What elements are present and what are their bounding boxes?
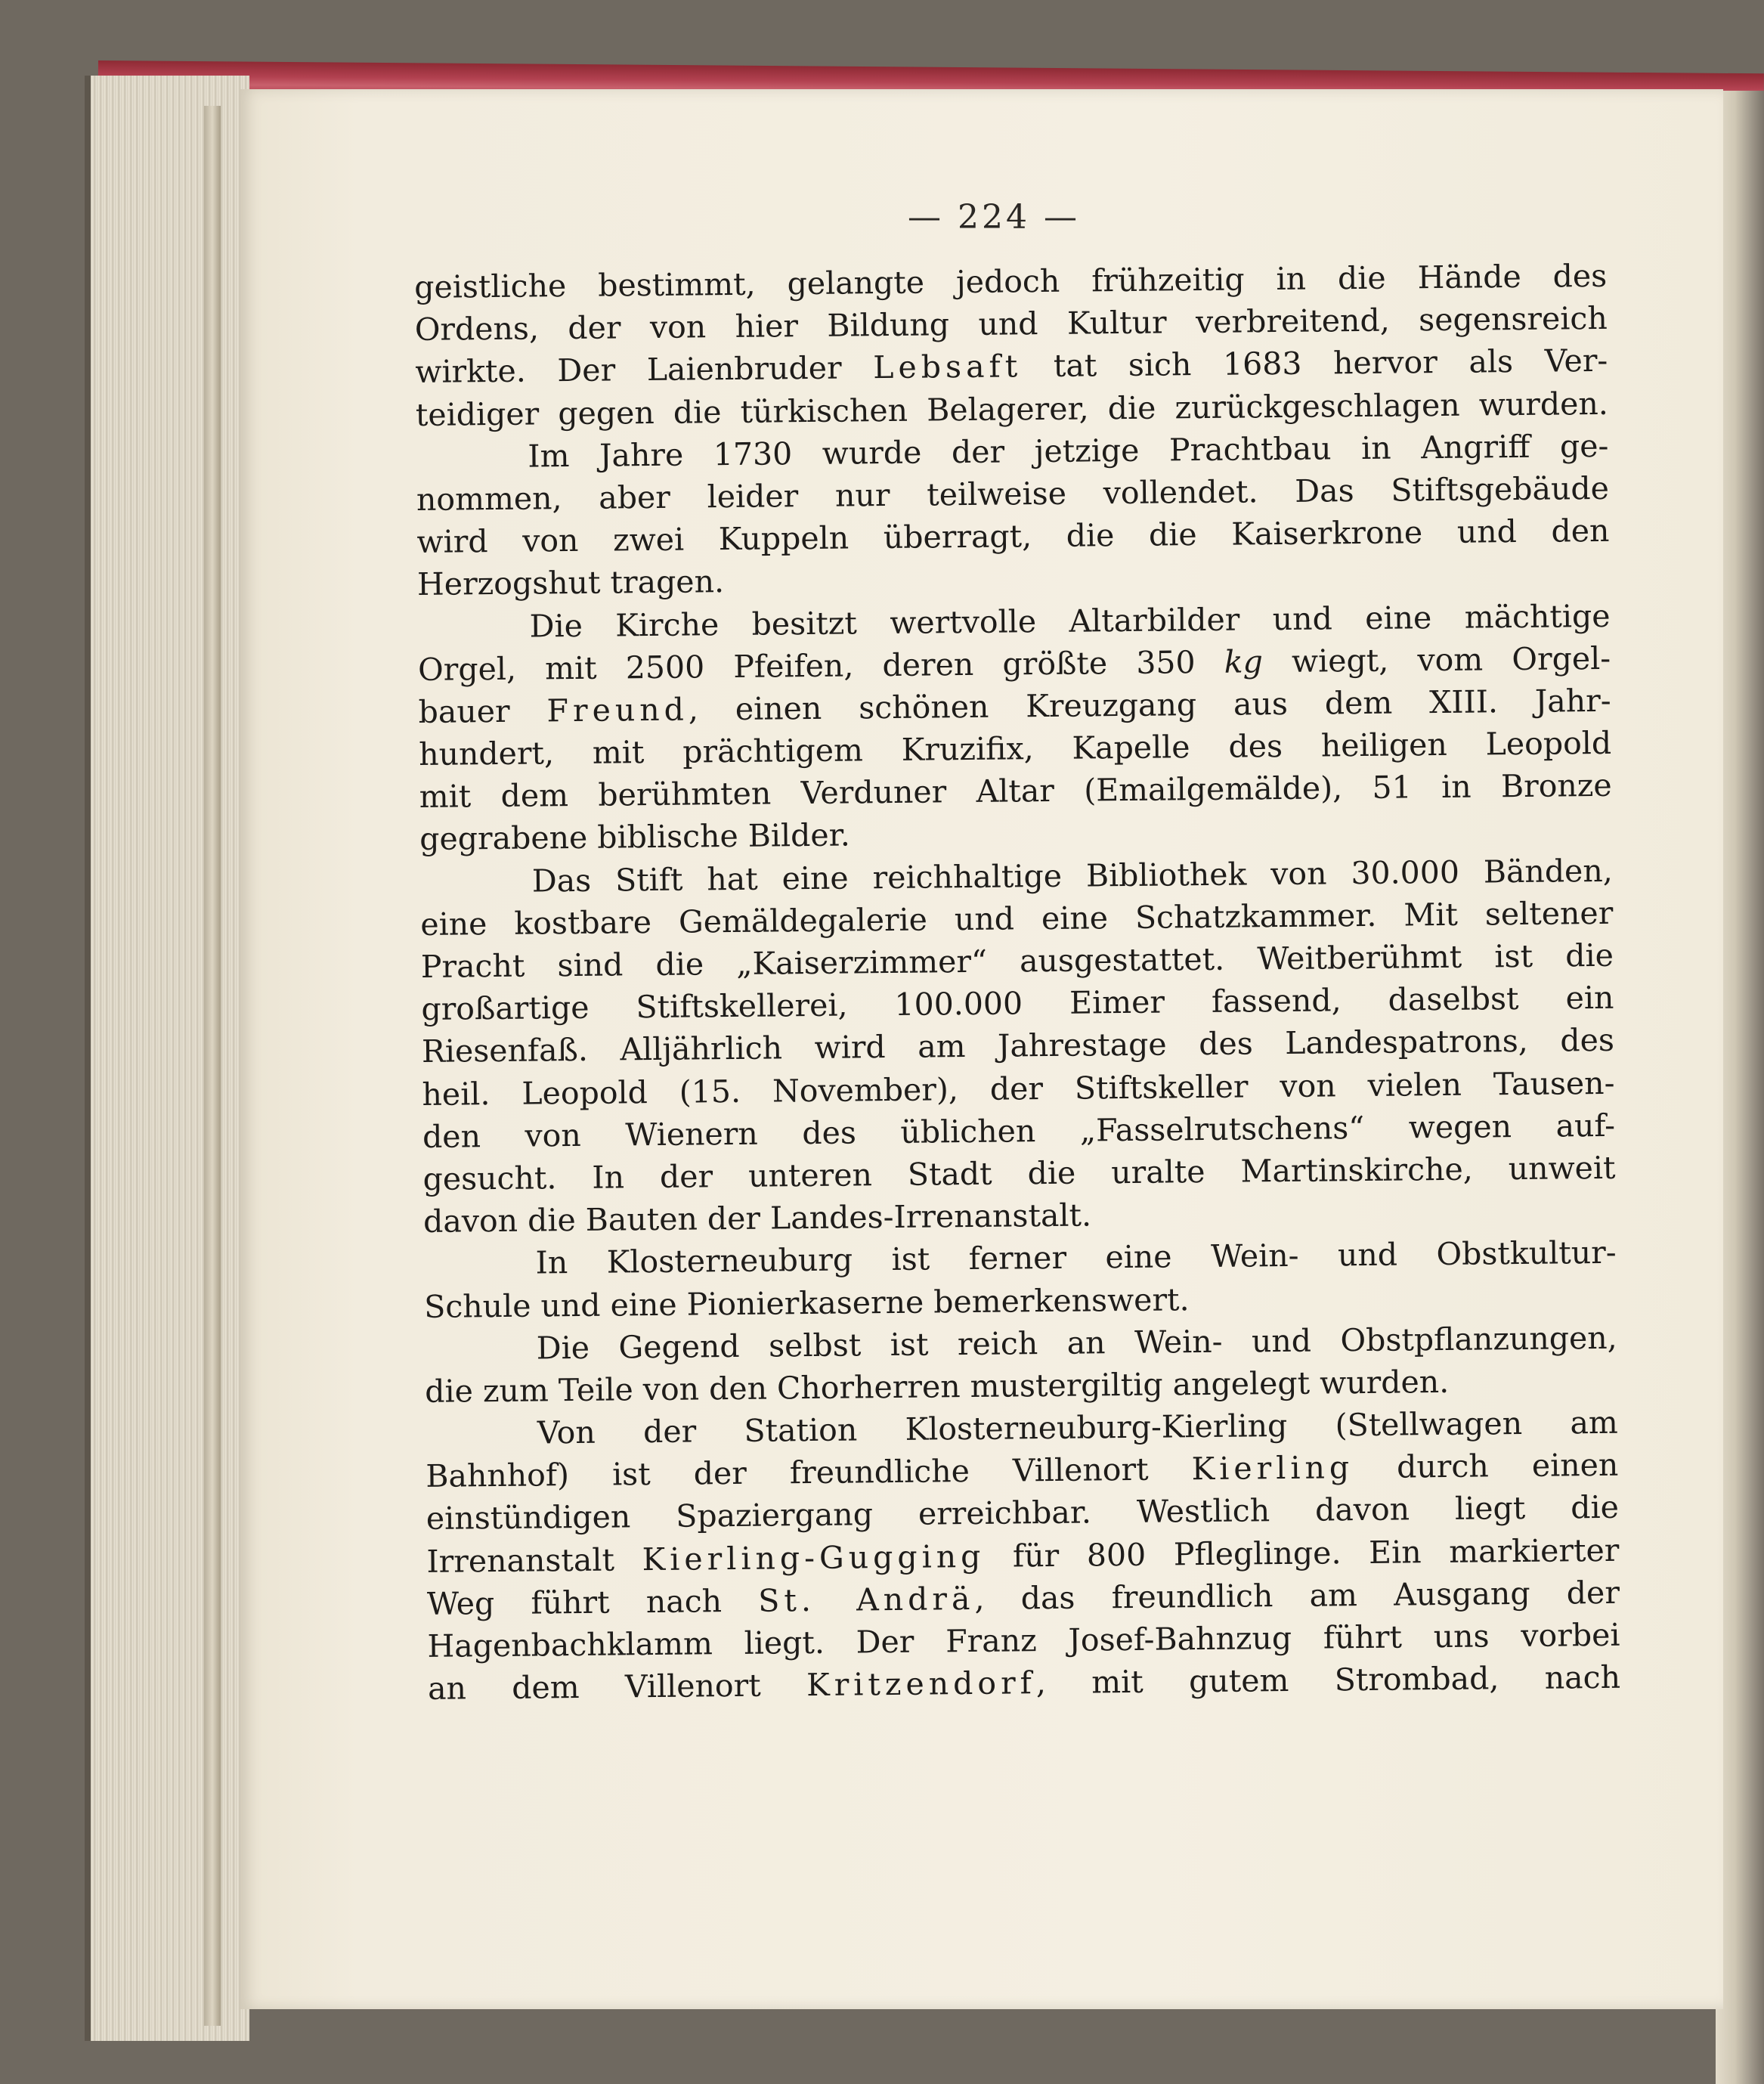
spaced-name: Kierling (1191, 1449, 1354, 1488)
text-line: nommen, aber leider nur teilweise vollendet. Das Stiftsgebäude (416, 469, 1610, 518)
text-segment: wiegt, vom Orgel- (1291, 639, 1611, 680)
page-stack-edges (85, 76, 249, 2041)
text-segment: Bahnhof) ist der freundliche Villenort (426, 1451, 1149, 1495)
page-stack-gap (204, 106, 221, 2026)
text-line: geistliche bestimmt, gelangte jedoch frühzeitig in die Hände des (414, 257, 1608, 305)
text-line: Ordens, der von hier Bildung und Kultur verbreitend, segensreich (414, 300, 1608, 348)
text-line: gesucht. In der unteren Stadt die uralte Martinskirche, unweit (422, 1149, 1616, 1197)
text-line: die zum Teile von den Chorherren mustergiltig angelegt wurden. (425, 1363, 1450, 1410)
text-segment: bauer (418, 692, 510, 730)
text-segment: wirkte. Der Laienbruder (415, 349, 842, 391)
text-line: Pracht sind die „Kaiserzimmer“ ausgestattet. Weitberühmt ist die (420, 937, 1614, 985)
text-segment: , das freundlich am Ausgang der (974, 1574, 1620, 1617)
text-line: Riesenfaß. Alljährlich wird am Jahrestage des Landespatrons, des (421, 1022, 1615, 1070)
text-segment: , mit gutem Strombad, nach (1035, 1658, 1621, 1702)
text-line: Herzogshut tragen. (416, 563, 725, 603)
text-segment: Irrenanstalt (426, 1541, 615, 1580)
text-line: Die Gegend selbst ist reich an Wein- und Obstpflanzungen, (536, 1319, 1617, 1367)
text-line: Von der Station Klosterneuburg-Kierling (Stellwagen am (537, 1404, 1618, 1451)
text-line: einstündigen Spaziergang erreichbar. Westlich davon liegt die (426, 1489, 1620, 1537)
text-line: wird von zwei Kuppeln überragt, die die Kaiserkrone und den (416, 512, 1610, 561)
text-line: hundert, mit prächtigem Kruzifix, Kapelle des heiligen Leopold (418, 724, 1612, 773)
text-line: den von Wienern des üblichen „Fasselrutschens“ wegen auf- (422, 1107, 1616, 1155)
text-segment: durch einen (1396, 1447, 1619, 1485)
text-segment: Weg führt nach (426, 1582, 723, 1622)
text-line: Die Kirche besitzt wertvolle Altarbilder und eine mächtige (529, 597, 1611, 645)
text-line: gegrabene biblische Bilder. (419, 816, 851, 858)
text-line: eine kostbare Gemäldegalerie und eine Schatzkammer. Mit seltener (420, 894, 1614, 943)
text-line: Schule und eine Pionierkaserne bemerkenswert. (423, 1280, 1190, 1325)
text-line: davon die Bauten der Landes-Irrenanstalt. (422, 1197, 1092, 1240)
text-segment: an dem Villenort (427, 1667, 761, 1708)
body-text (414, 255, 1620, 1710)
spaced-name: Freund (546, 691, 689, 729)
page-number: — 224 — (908, 198, 1080, 237)
spaced-name: Lebsaft (873, 348, 1023, 386)
spaced-name: Kierling-Gugging (642, 1537, 986, 1578)
text-segment: Orgel, mit 2500 Pfeifen, deren größte 350 (417, 643, 1196, 688)
text-segment: , einen schönen Kreuzgang aus dem XIII. Jahr- (688, 682, 1611, 728)
text-line: großartige Stiftskellerei, 100.000 Eimer fassend, daselbst ein (421, 979, 1614, 1028)
text-line: Im Jahre 1730 wurde der jetzige Prachtbau in Angriff ge- (528, 427, 1609, 475)
text-line: Das Stift hat eine reichhaltige Bibliothek von 30.000 Bänden, (531, 852, 1613, 900)
italic-unit: kg (1224, 643, 1264, 680)
text-line: teidiger gegen die türkischen Belagerer, die zurückgeschlagen wurden. (415, 385, 1609, 433)
text-line: In Klosterneuburg ist ferner eine Wein- und Obstkultur- (535, 1234, 1617, 1281)
text-segment: tat sich 1683 hervor als Ver- (1053, 342, 1608, 385)
text-segment: für 800 Pfleglinge. Ein markierter (1012, 1531, 1620, 1575)
spaced-name: St. Andrä (758, 1580, 975, 1619)
text-line: heil. Leopold (15. November), der Stiftskeller von vielen Tausen- (422, 1064, 1615, 1113)
spaced-name: Kritzendorf (806, 1664, 1037, 1704)
text-line: mit dem berühmten Verduner Altar (Emailgemälde), 51 in Bronze (419, 767, 1612, 816)
text-line: Hagenbachklamm liegt. Der Franz Josef-Bahnzug führt uns vorbei (427, 1616, 1620, 1664)
